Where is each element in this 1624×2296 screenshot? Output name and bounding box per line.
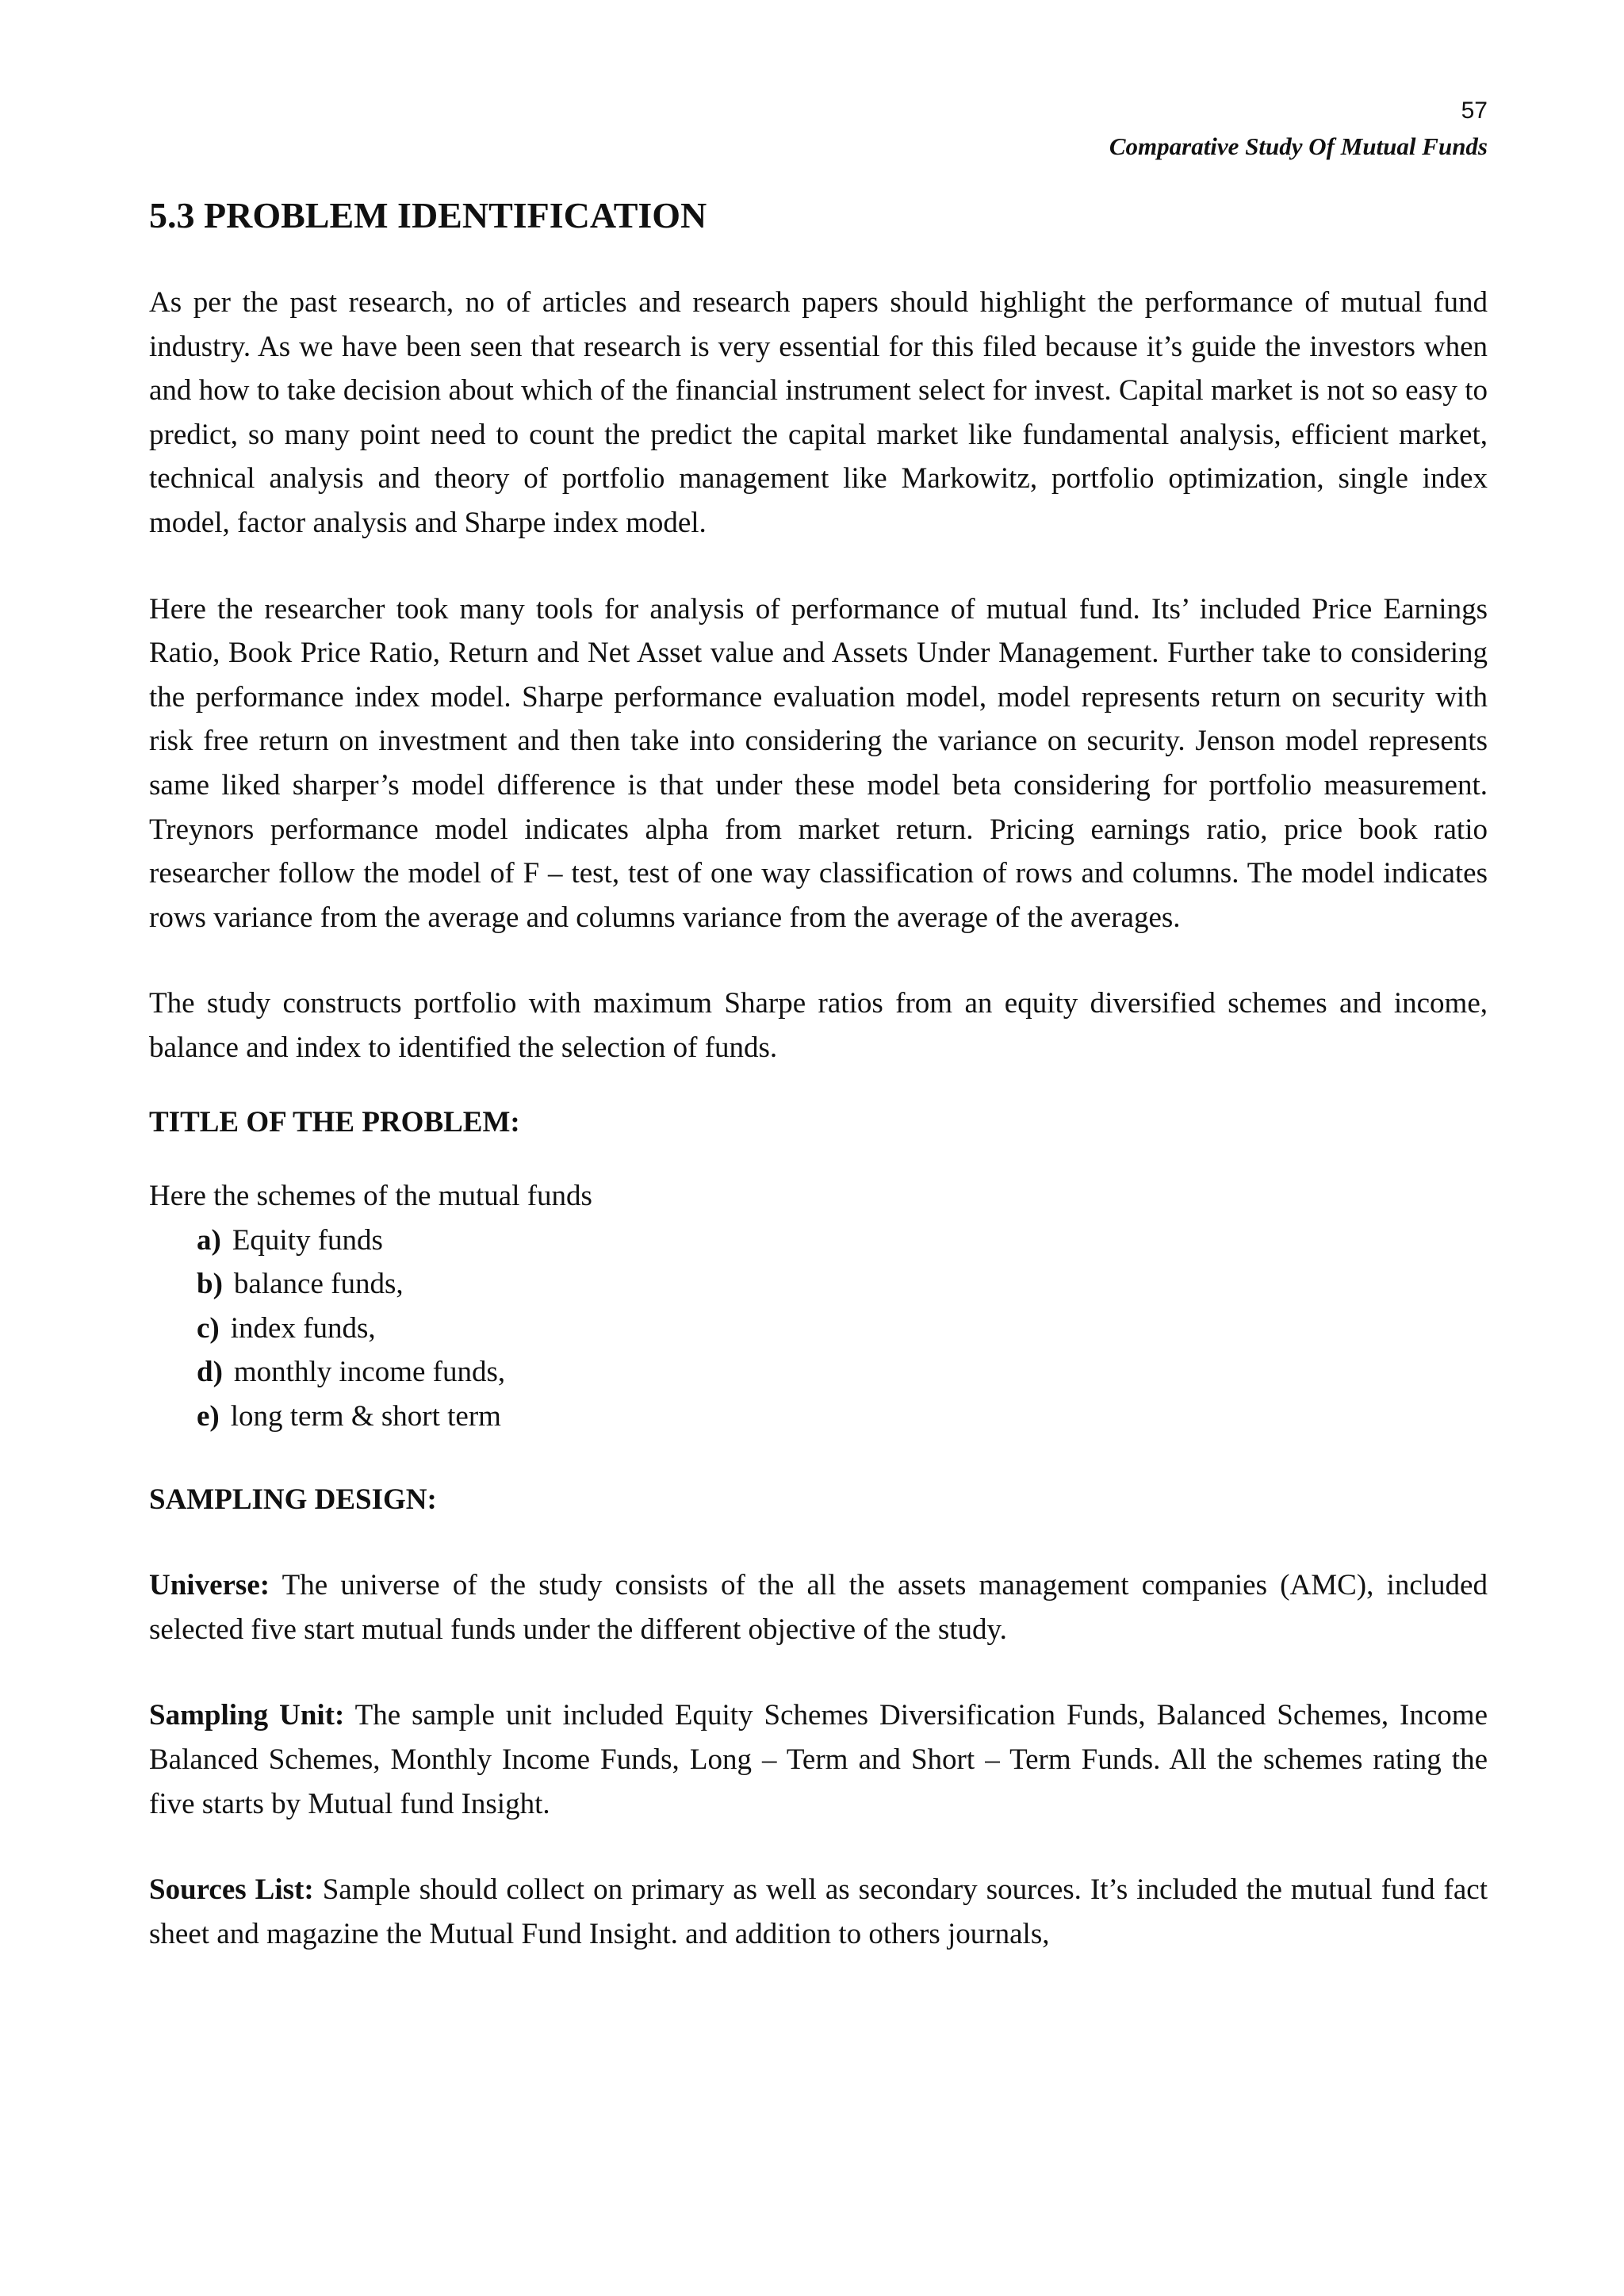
title-of-problem-heading: TITLE OF THE PROBLEM: bbox=[149, 1105, 520, 1138]
list-item-text: index funds, bbox=[230, 1311, 376, 1345]
list-item-text: long term & short term bbox=[230, 1400, 501, 1433]
list-item bbox=[197, 1350, 1488, 1395]
section-title: 5.3 PROBLEM IDENTIFICATION bbox=[149, 195, 707, 235]
paragraph-past-research: As per the past research, no of articles and research papers should highlight the performance of mutual fund industry. As we have been seen that research is very essential for this filed because it’s guide the investors when and how to take decision about which of the financial instrument select for invest. Capital market is not so easy to predict, so many point need to count the predict the capital market like fundamental analysis, efficient market, technical analysis and theory of portfolio management like Markowitz, portfolio optimization, single index model, factor analysis and Sharpe index model. bbox=[149, 286, 1488, 539]
paragraph-universe bbox=[149, 1563, 1488, 1651]
paragraph-study-constructs: The study constructs portfolio with maximum Sharpe ratios from an equity diversified schemes and income, balance and index to identified the selection of funds. bbox=[149, 987, 1488, 1064]
list-marker: e) bbox=[197, 1400, 220, 1433]
list-marker: d) bbox=[197, 1356, 223, 1389]
paragraph-analysis-tools: Here the researcher took many tools for analysis of performance of mutual fund. Its’ included Price Earnings Ratio, Book Price Ratio, Return and Net Asset value and Assets Under Management. Further take to considering the performance index model. Sharpe performance evaluation model, model represents return on security with risk free return on investment and then take into considering the variance on security. Jenson model represents same liked sharper’s model difference is that under these model beta considering for portfolio measurement. Treynors performance model indicates alpha from market return. Pricing earnings ratio, price book ratio researcher follow the model of F – test, test of one way classification of rows and columns. The model indicates rows variance from the average and columns variance from the average of the averages. bbox=[149, 592, 1488, 934]
list-item bbox=[197, 1307, 1488, 1351]
sampling-design-heading: SAMPLING DESIGN: bbox=[149, 1483, 437, 1516]
list-marker: a) bbox=[197, 1223, 221, 1257]
universe-term: Universe: bbox=[149, 1569, 270, 1602]
paragraph-sources-list bbox=[149, 1868, 1488, 1956]
list-item bbox=[197, 1219, 1488, 1263]
list-item-text: balance funds, bbox=[233, 1268, 404, 1301]
page-number: 57 bbox=[1461, 98, 1488, 124]
list-marker: c) bbox=[197, 1311, 220, 1345]
universe-text: The universe of the study consists of the all the assets management companies (AMC), included selected five start mutual funds under the different objective of the study. bbox=[149, 1569, 1488, 1646]
sources-list-text: Sample should collect on primary as well as secondary sources. It’s included the mutual fund fact sheet and magazine the Mutual Fund Insight. and addition to others journals, bbox=[149, 1873, 1488, 1950]
schemes-list bbox=[149, 1219, 1488, 1439]
list-item bbox=[197, 1262, 1488, 1307]
schemes-intro: Here the schemes of the mutual funds bbox=[149, 1180, 592, 1213]
list-item bbox=[197, 1395, 1488, 1439]
list-item-text: Equity funds bbox=[232, 1223, 383, 1257]
running-header: Comparative Study Of Mutual Funds bbox=[1109, 132, 1488, 160]
list-item-text: monthly income funds, bbox=[233, 1356, 506, 1389]
sampling-unit-text: The sample unit included Equity Schemes Diversification Funds, Balanced Schemes, Income Balanced Schemes, Monthly Income Funds, Long – Term and Short – Term Funds. All the schemes rating the five starts by Mutual fund Insight. bbox=[149, 1699, 1488, 1820]
paragraph-sampling-unit bbox=[149, 1693, 1488, 1826]
list-marker: b) bbox=[197, 1268, 223, 1301]
sources-list-term: Sources List: bbox=[149, 1873, 314, 1907]
sampling-unit-term: Sampling Unit: bbox=[149, 1699, 345, 1732]
page-content bbox=[149, 192, 1488, 1998]
